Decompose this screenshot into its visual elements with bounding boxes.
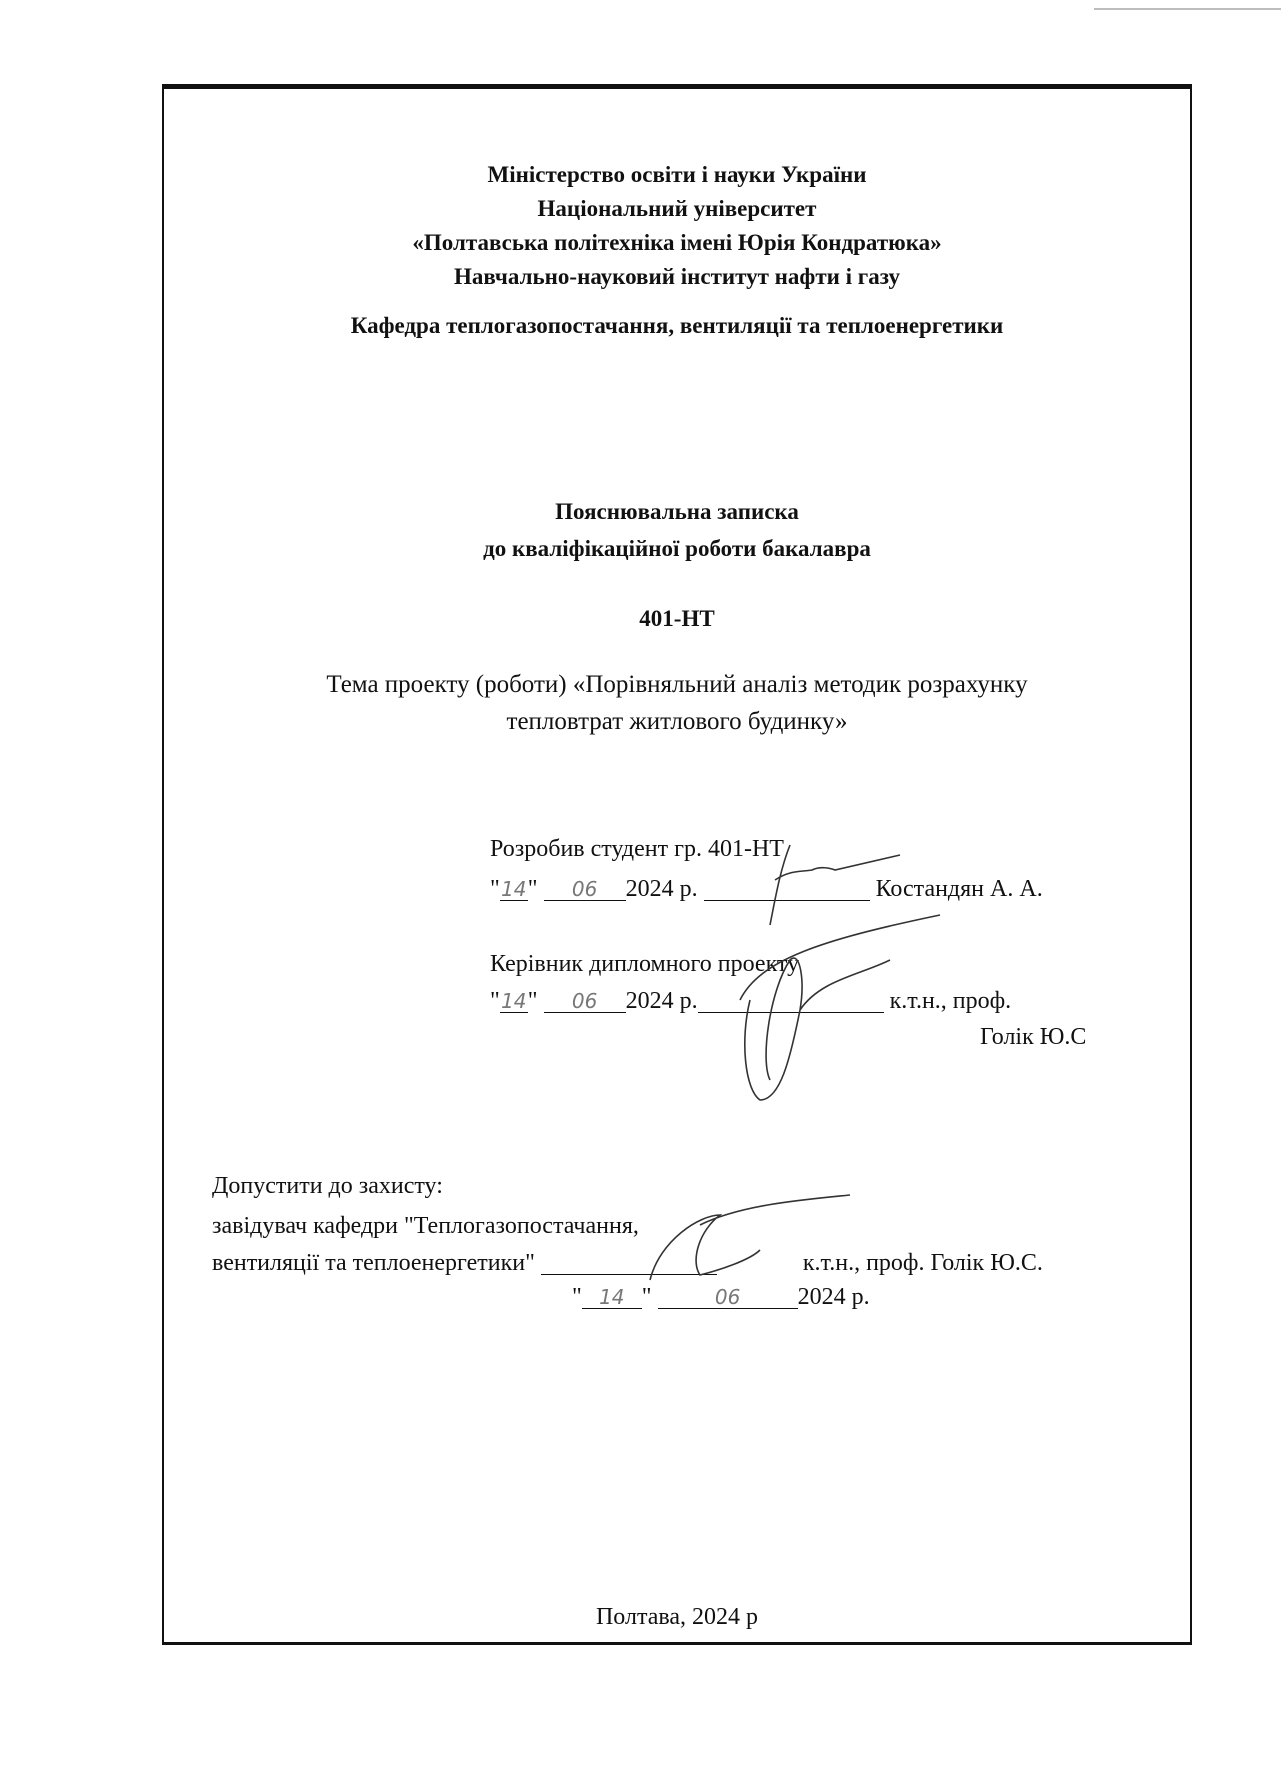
student-month: 06 — [544, 878, 626, 901]
supervisor-signature-line: "14" 06 2024 р. к.т.н., проф. — [490, 988, 1012, 1014]
approval-date: " 14 " 06 2024 р. — [572, 1284, 870, 1310]
student-day: 14 — [501, 877, 527, 901]
approval-month: 06 — [658, 1286, 798, 1309]
doc-type: Пояснювальна записка — [555, 499, 799, 524]
approval-line-1: завідувач кафедри "Теплогазопостачання, — [212, 1213, 639, 1239]
student-signature-line: "14" 06 2024 р. Костандян А. А. — [490, 876, 1043, 902]
supervisor-month: 06 — [544, 990, 626, 1013]
approval-day: 14 — [582, 1286, 642, 1309]
department: Кафедра теплогазопостачання, вентиляції та теплоенергетики — [350, 313, 1004, 338]
supervisor-name: Голік Ю.С — [980, 1024, 1087, 1050]
department-head: к.т.н., проф. Голік Ю.С. — [802, 1250, 1043, 1276]
university: Національний університет — [537, 196, 817, 221]
student-year: 2024 р. — [625, 876, 698, 902]
approval-label: Допустити до захисту: — [212, 1173, 443, 1199]
group-code: 401-НТ — [639, 606, 715, 631]
supervisor-label: Керівник дипломного проекту — [490, 951, 800, 977]
head-signature — [650, 1195, 850, 1280]
student-label: Розробив студент гр. 401-НТ — [490, 836, 784, 862]
supervisor-day: 14 — [501, 989, 527, 1013]
topic-line-2: тепловтрат житлового будинку» — [506, 708, 848, 735]
approval-line-2: вентиляції та теплоенергетики" к.т.н., проф. Голік Ю.С. — [212, 1250, 1043, 1276]
university-name: «Полтавська політехніка імені Юрія Кондратюка» — [412, 230, 942, 255]
supervisor-degree: к.т.н., проф. — [889, 988, 1012, 1014]
supervisor-year: 2024 р. — [625, 988, 698, 1014]
place-year: Полтава, 2024 р — [595, 1604, 759, 1630]
topic-line-1: Тема проекту (роботи) «Порівняльний аналіз методик розрахунку — [326, 671, 1028, 698]
approval-year: 2024 р. — [797, 1284, 870, 1310]
student-signature — [770, 845, 900, 925]
student-name: Костандян А. А. — [875, 876, 1043, 902]
doc-subtype: до кваліфікаційної роботи бакалавра — [483, 536, 871, 561]
supervisor-signature — [740, 915, 940, 1100]
ministry: Міністерство освіти і науки України — [487, 162, 867, 187]
institute: Навчально-науковий інститут нафти і газу — [454, 264, 900, 289]
